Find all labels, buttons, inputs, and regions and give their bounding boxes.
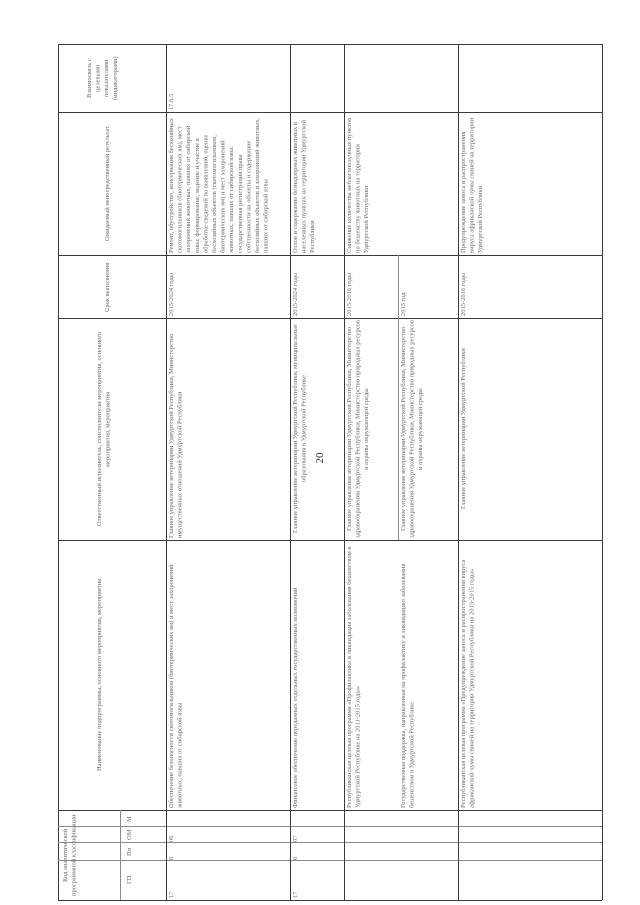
header-code-m: М [126, 816, 133, 822]
header-name: Наименование подпрограммы, основного мероприятия, мероприятия [96, 578, 103, 772]
header-result: Ожидаемый непосредственный результат [104, 126, 111, 241]
row-name: Республиканская целевая программа «Предупреждение заноса и распространения вируса африканской чумы свиней на территории Удмуртской Республики на 2013-2015 годы» [460, 559, 476, 808]
header-code-om: ОМ [126, 829, 133, 841]
row-term: 2015-2016 годы [346, 272, 353, 316]
row-term: 2015 год [400, 292, 407, 316]
row-term: 2015-2024 годы [168, 272, 175, 316]
row-code-gp: 17 [168, 891, 175, 898]
row-code-om: 07 [292, 835, 299, 842]
row-result: Ремонт, обустройство, консервация бесхозяйных скотомогильников (биотермических ям), мест захоронений животных, павших от сибирской язвы; формирование, ведение и участие в обработке сведений по выявлению, оценке бесхозяйных объектов (скотомогильников, биотермических ям) и мест захоронений животных, павших от сибирской язвы; государственная регистрация права собственности на объекты и содержание бесхозяйных объектов и захоронений животных, павших от сибирской язвы [168, 118, 270, 253]
row-name: Государственная поддержка, направленная на профилактику и ликвидацию заболевания бешенством в Удмуртской Республике [400, 563, 416, 808]
header-term: Срок выполнения [104, 262, 111, 312]
row-result: Предупреждение заноса и распространения вируса африканской чумы свиней на территории Удмуртской Республики [460, 117, 485, 253]
page-number: 20 [314, 452, 326, 464]
row-term: 2015-2016 годы [460, 272, 467, 316]
row-relation: 17.6.5 [168, 93, 175, 110]
row-responsible: Главное управление ветеринарии Удмуртской Республики, Министерство имущественных отношений Удмуртской Республики [168, 333, 184, 538]
row-name: Обеспечение безопасности скотомогильников (биотермических ям) и мест захоронений животных, павших от сибирской язвы [168, 564, 184, 808]
row-code-pp: 6 [168, 856, 175, 860]
header-code-pp: Пп [126, 847, 133, 857]
row-name: Финансовое обеспечение переданных отдельных государственных полномочий [292, 587, 299, 808]
row-responsible: Главное управление ветеринарии Удмуртской Республики, муниципальные образования в Удмуртской Республике [292, 324, 308, 534]
row-result: Отлов и содержание безнадзорных животных в населенных пунктах на территории Удмуртской Республики [292, 120, 317, 253]
row-responsible: Главное управление ветеринарии Удмуртской Республики, Министерство здравоохранения Удмуртской Республики, Министерство природных ресурсов и охраны окружающей среды [346, 320, 371, 538]
row-term: 2015-2024 годы [292, 272, 299, 316]
row-name: Республиканская целевая программа «Профилактика и ликвидация заболевания бешенством в Удмуртской Республике на 2011-2015 годы» [346, 546, 362, 808]
header-relation: Взаимосвязь с целевыми показателями (индикаторами) [86, 56, 119, 100]
header-responsible: Ответственный исполнитель, соисполнители мероприятия, основного мероприятия, мероприятия [96, 331, 112, 527]
row-code-gp: 17 [292, 891, 299, 898]
row-code-pp: 6 [292, 856, 299, 860]
row-responsible: Главное управление ветеринарии Удмуртской Республики [460, 348, 467, 510]
row-responsible: Главное управление ветеринарии Удмуртской Республики, Министерство здравоохранения Удмуртской Республики, Министерство природных ресурсов и охраны окружающей среды [400, 320, 425, 538]
header-code-group: Код аналитической программной классификации [62, 814, 78, 896]
row-code-om: 06 [168, 835, 175, 842]
header-code-gp: ГП [126, 875, 133, 885]
row-result: Снижение количества неблагополучных пунктов по бешенству животных на территории Удмуртской Республики [346, 117, 371, 253]
